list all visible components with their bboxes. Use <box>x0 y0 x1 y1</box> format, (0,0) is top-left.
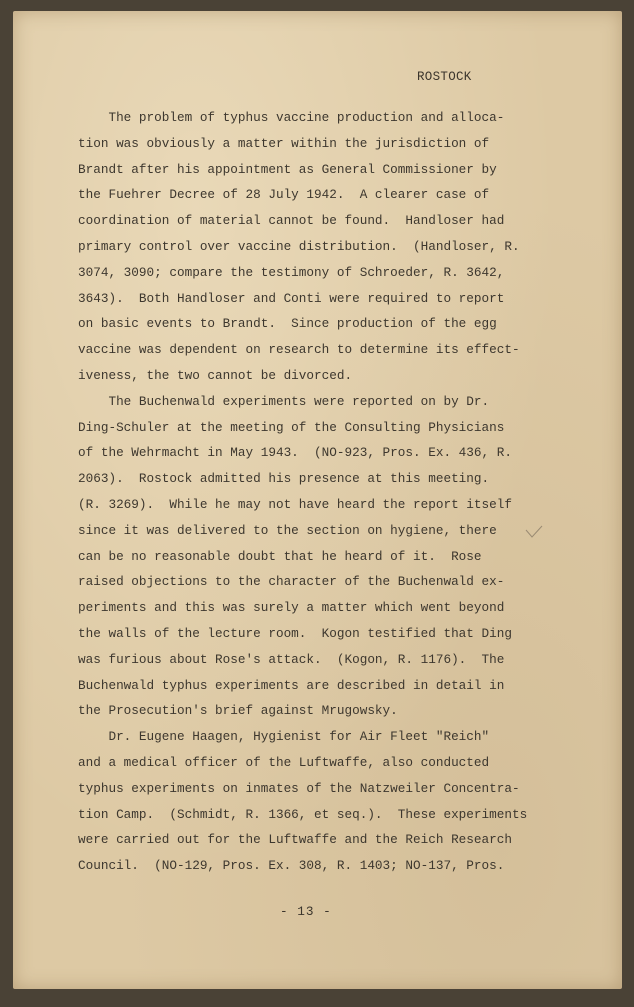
page-number: - 13 - <box>280 904 332 919</box>
text-line: Buchenwald typhus experiments are described in detail in <box>78 677 505 693</box>
text-line: the Prosecution's brief against Mrugowsky. <box>78 703 398 719</box>
text-line: iveness, the two cannot be divorced. <box>78 367 353 383</box>
text-line: the walls of the lecture room. Kogon testified that Ding <box>78 625 512 641</box>
text-line: (R. 3269). While he may not have heard the report itself <box>78 496 512 512</box>
text-line: and a medical officer of the Luftwaffe, also conducted <box>78 754 490 770</box>
text-line: Ding-Schuler at the meeting of the Consulting Physicians <box>78 419 505 435</box>
text-line: tion was obviously a matter within the jurisdiction of <box>78 135 490 151</box>
text-line: since it was delivered to the section on hygiene, there <box>78 522 497 538</box>
document-body <box>78 105 528 879</box>
text-line: primary control over vaccine distribution. (Handloser, R. <box>78 238 520 254</box>
text-line: coordination of material cannot be found. Handloser had <box>78 213 505 229</box>
text-line: tion Camp. (Schmidt, R. 1366, et seq.). These experiments <box>78 806 528 822</box>
text-line: Council. (NO-129, Pros. Ex. 308, R. 1403; NO-137, Pros. <box>78 858 505 874</box>
text-line: The problem of typhus vaccine production and alloca- <box>78 110 505 125</box>
text-line: the Fuehrer Decree of 28 July 1942. A clearer case of <box>78 187 490 203</box>
text-line: can be no reasonable doubt that he heard of it. Rose <box>78 548 482 564</box>
text-line: Brandt after his appointment as General Commissioner by <box>78 161 497 177</box>
text-line: periments and this was surely a matter which went beyond <box>78 600 505 616</box>
text-line: 3643). Both Handloser and Conti were required to report <box>78 290 505 306</box>
text-line: 2063). Rostock admitted his presence at this meeting. <box>78 471 490 487</box>
text-line: The Buchenwald experiments were reported on by Dr. <box>78 393 490 409</box>
page-header: ROSTOCK <box>417 70 472 84</box>
text-line: raised objections to the character of the Buchenwald ex- <box>78 574 505 590</box>
text-line: were carried out for the Luftwaffe and the Reich Research <box>78 832 512 848</box>
text-line: 3074, 3090; compare the testimony of Schroeder, R. 3642, <box>78 264 505 280</box>
text-line: typhus experiments on inmates of the Natzweiler Concentra- <box>78 780 520 796</box>
text-line: on basic events to Brandt. Since production of the egg <box>78 316 497 332</box>
text-line: was furious about Rose's attack. (Kogon, R. 1176). The <box>78 651 505 667</box>
text-line: of the Wehrmacht in May 1943. (NO-923, Pros. Ex. 436, R. <box>78 445 512 461</box>
pencil-check-mark <box>524 524 544 540</box>
text-line: Dr. Eugene Haagen, Hygienist for Air Fleet "Reich" <box>78 729 490 745</box>
text-line: vaccine was dependent on research to determine its effect- <box>78 342 520 358</box>
